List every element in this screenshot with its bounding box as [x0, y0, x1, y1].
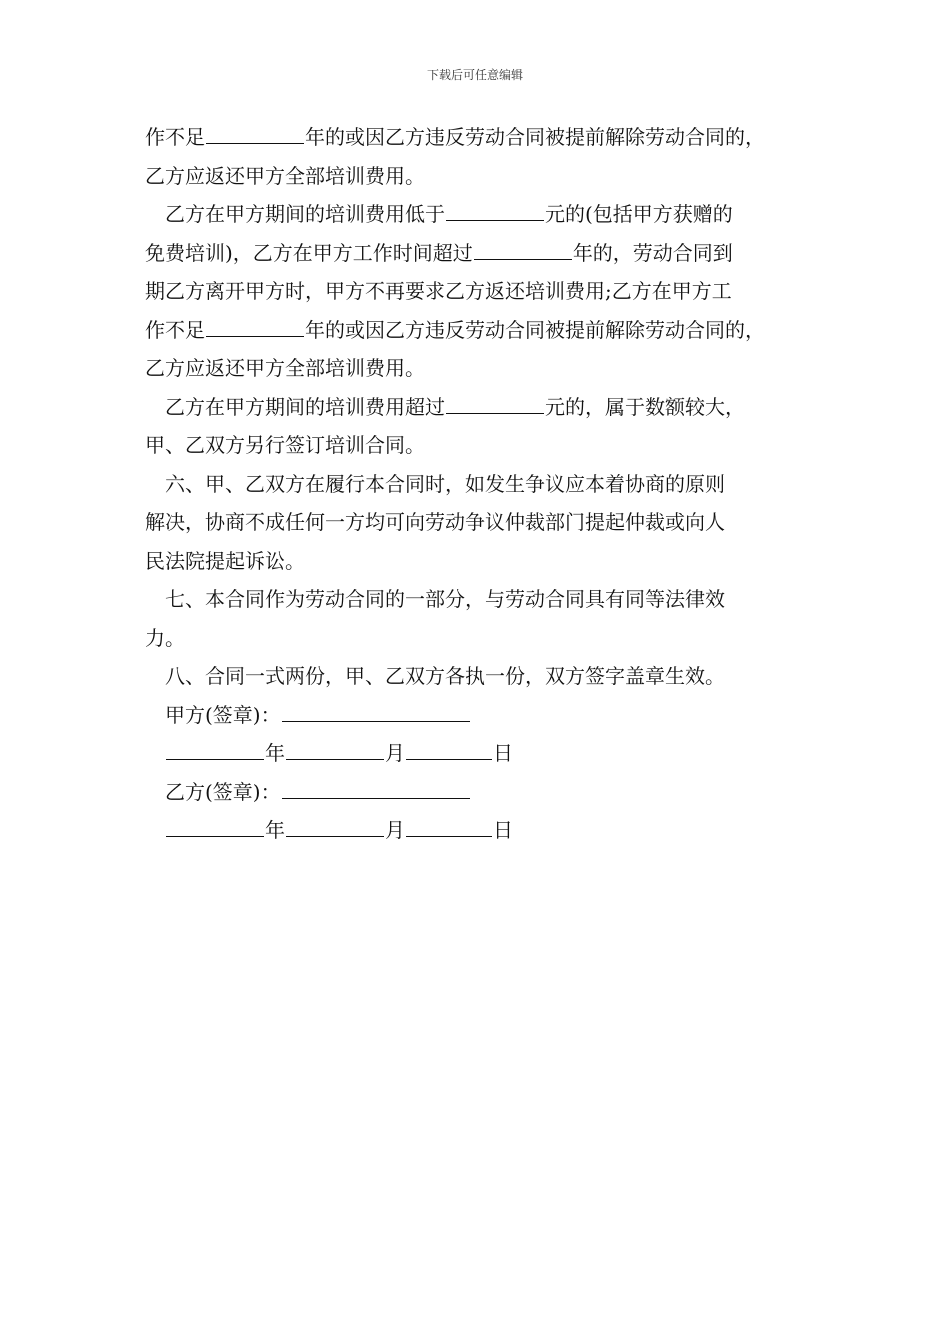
text-line: 期乙方离开甲方时，甲方不再要求乙方返还培训费用;乙方在甲方工 — [145, 279, 732, 303]
party-b-signature: 乙方(签章)： — [145, 773, 825, 812]
text-line: 民法院提起诉讼。 — [145, 548, 305, 573]
text-line: 免费培训)，乙方在甲方工作时间超过 年的，劳动合同到 — [145, 240, 733, 265]
party-b-date: 年 月 日 — [145, 811, 825, 850]
fill-blank[interactable] — [446, 200, 544, 221]
contract-body — [145, 118, 825, 850]
text-line: 乙方应返还甲方全部培训费用。 — [145, 356, 425, 380]
fill-blank[interactable] — [446, 393, 544, 414]
text-line: 乙方在甲方期间的培训费用低于 元的(包括甲方获赠的 — [165, 202, 733, 226]
text-line: 作不足 年的或因乙方违反劳动合同被提前解除劳动合同的， — [145, 317, 765, 342]
text-line: 力。 — [145, 625, 185, 650]
text-line: 六、甲、乙双方在履行本合同时，如发生争议应本着协商的原则 — [165, 471, 725, 496]
text-line: 七、本合同作为劳动合同的一部分，与劳动合同具有同等法律效 — [165, 587, 725, 611]
page-header: 下载后可任意编辑 — [426, 68, 523, 82]
text-line: 解决，协商不成任何一方均可向劳动争议仲裁部门提起仲裁或向人 — [145, 510, 725, 534]
text-line: 甲、乙双方另行签订培训合同。 — [145, 433, 425, 457]
year-blank[interactable] — [166, 739, 264, 760]
party-a-sign-blank[interactable] — [282, 701, 470, 722]
fill-blank[interactable] — [474, 239, 572, 260]
year-blank[interactable] — [166, 816, 264, 837]
month-blank[interactable] — [286, 739, 384, 760]
day-blank[interactable] — [406, 816, 492, 837]
party-b-sign-blank[interactable] — [282, 778, 470, 799]
fill-blank[interactable] — [206, 316, 304, 337]
party-a-signature: 甲方(签章)： — [145, 696, 825, 735]
text-line: 作不足 年的或因乙方违反劳动合同被提前解除劳动合同的， — [145, 125, 765, 149]
text-line: 八、合同一式两份，甲、乙双方各执一份，双方签字盖章生效。 — [165, 664, 725, 688]
day-blank[interactable] — [406, 739, 492, 760]
party-a-date: 年 月 日 — [145, 734, 825, 773]
month-blank[interactable] — [286, 816, 384, 837]
text-line: 乙方应返还甲方全部培训费用。 — [145, 163, 425, 188]
text-line: 乙方在甲方期间的培训费用超过 元的，属于数额较大， — [165, 394, 745, 419]
fill-blank[interactable] — [206, 123, 304, 144]
